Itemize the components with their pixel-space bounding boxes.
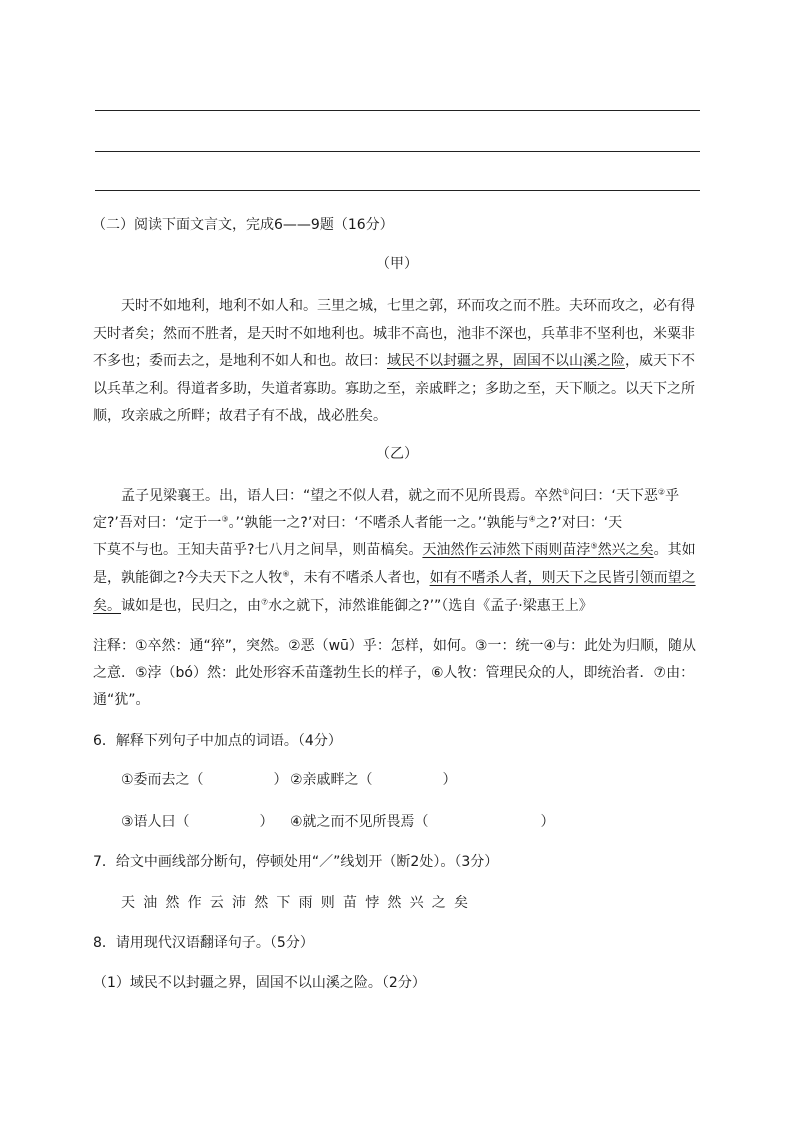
passage-yi-line-4: [93, 568, 696, 588]
passage-yi-title: （乙）: [376, 446, 418, 462]
yi-text: 定?’吾对曰：‘定于一: [93, 515, 222, 531]
underlined-sentence-yi-1: [422, 542, 653, 558]
yi-text: 问曰：‘天下恶: [569, 488, 658, 504]
question-8-sub-1: （1）域民不以封疆之界，固国不以山溪之险。（2分）: [93, 975, 426, 991]
yi-text: 乎: [665, 488, 680, 504]
answer-line-1[interactable]: [95, 110, 700, 111]
underlined-sentence-jia: 域民不以封疆之界，固国不以山溪之险: [387, 353, 625, 369]
passage-jia-line-3: [93, 351, 695, 371]
yi-text: 。’‘孰能一之?’对曰：‘不嗜杀人者能一之。’‘孰能与: [228, 515, 529, 531]
note-marker-2: ②: [657, 487, 666, 497]
yi-text: 孟子见梁襄王。出，语人曰：“望之不似人君，就之而不见所畏焉。卒然: [121, 488, 563, 504]
question-6-item-2[interactable]: ②亲戚畔之（ ）: [290, 772, 457, 788]
passage-jia-line-3-tail: ，威天下不: [625, 353, 695, 369]
note-marker-5: ⑤: [590, 541, 598, 551]
note-marker-7: ⑦: [261, 597, 269, 607]
note-marker-6: ⑥: [282, 569, 290, 579]
yi-text: 之?’对曰：‘天: [535, 515, 623, 531]
note-marker-1: ①: [562, 487, 570, 497]
passage-yi-line-1: [121, 486, 679, 506]
notes-line-2: 之意．⑤浡（bó）然：此处形容禾苗蓬勃生长的样子，⑥人牧：管理民众的人，即统治者．⑦由：: [93, 665, 695, 681]
yi-text: 是，孰能御之?今夫天下之人牧: [93, 570, 283, 586]
yi-text: 。其如: [653, 542, 696, 558]
underlined-sentence-yi-2-end: 矣。: [93, 598, 121, 614]
passage-jia-title: （甲）: [376, 256, 418, 272]
yi-text: ，未有不嗜杀人者也，: [289, 570, 430, 586]
question-6-item-3[interactable]: ③语人曰（ ）: [121, 814, 274, 830]
passage-jia-line-4: 以兵革之利。得道者多助，失道者寡助。寡助之至，亲戚畔之；多助之至，天下顺之。以天下之所: [93, 381, 695, 397]
answer-line-3[interactable]: [95, 190, 700, 191]
question-8-stem: 8．请用现代汉语翻译句子。（5分）: [93, 935, 314, 951]
question-6-item-4[interactable]: ④就之而不见所畏焉（ ）: [290, 814, 555, 830]
yi-underlined-text: 天油然作云沛然下雨则苗浡: [422, 542, 591, 558]
notes-line-3: 通“犹”。: [93, 692, 150, 708]
underlined-sentence-yi-2: 如有不嗜杀人者，则天下之民皆引领而望之: [429, 570, 696, 586]
answer-line-2[interactable]: [95, 151, 700, 152]
passage-jia-line-2: 天时者矣；然而不胜者，是天时不如地利也。城非不高也，池非不深也，兵革非不坚利也，米粟非: [93, 326, 695, 342]
yi-text: 诚如是也，民归之，由: [121, 598, 261, 614]
passage-jia-line-5: 顺，攻亲戚之所畔；故君子有不战，战必胜矣。: [93, 408, 387, 424]
note-marker-4: ④: [528, 514, 536, 524]
section-heading: （二）阅读下面文言文，完成6——9题（16分）: [92, 217, 394, 233]
note-marker-3: ③: [221, 514, 229, 524]
passage-jia-line-3-text: 不多也；委而去之，是地利不如人和也。故曰：: [93, 353, 387, 369]
passage-jia-line-1: 天时不如地利，地利不如人和。三里之城，七里之郭，环而攻之而不胜。夫环而攻之，必有得: [121, 298, 695, 314]
yi-text: 下莫不与也。王知夫苗乎?七八月之间旱，则苗槁矣。: [93, 542, 423, 558]
yi-text: 水之就下，沛然谁能御之?’”（选自《孟子·梁惠王上》: [268, 598, 593, 614]
passage-yi-line-3: [93, 540, 696, 560]
passage-yi-line-5: [93, 596, 593, 616]
question-6-stem: 6．解释下列句子中加点的词语。（4分）: [93, 733, 342, 749]
passage-yi-line-2: [93, 513, 622, 533]
question-7-sentence[interactable]: 天油然作云沛然下雨则苗悖然兴之矣: [121, 895, 477, 911]
question-7-stem: 7．给文中画线部分断句，停顿处用“／”线划开（断2处）。（3分）: [93, 854, 499, 870]
notes-line-1: 注释：①卒然：通“猝”，突然。②恶（wū）乎：怎样，如何。③一：统一④与：此处为归顺，随从: [93, 638, 697, 654]
yi-underlined-text: 然兴之矣: [597, 542, 654, 558]
question-6-item-1[interactable]: ①委而去之（ ）: [121, 772, 288, 788]
